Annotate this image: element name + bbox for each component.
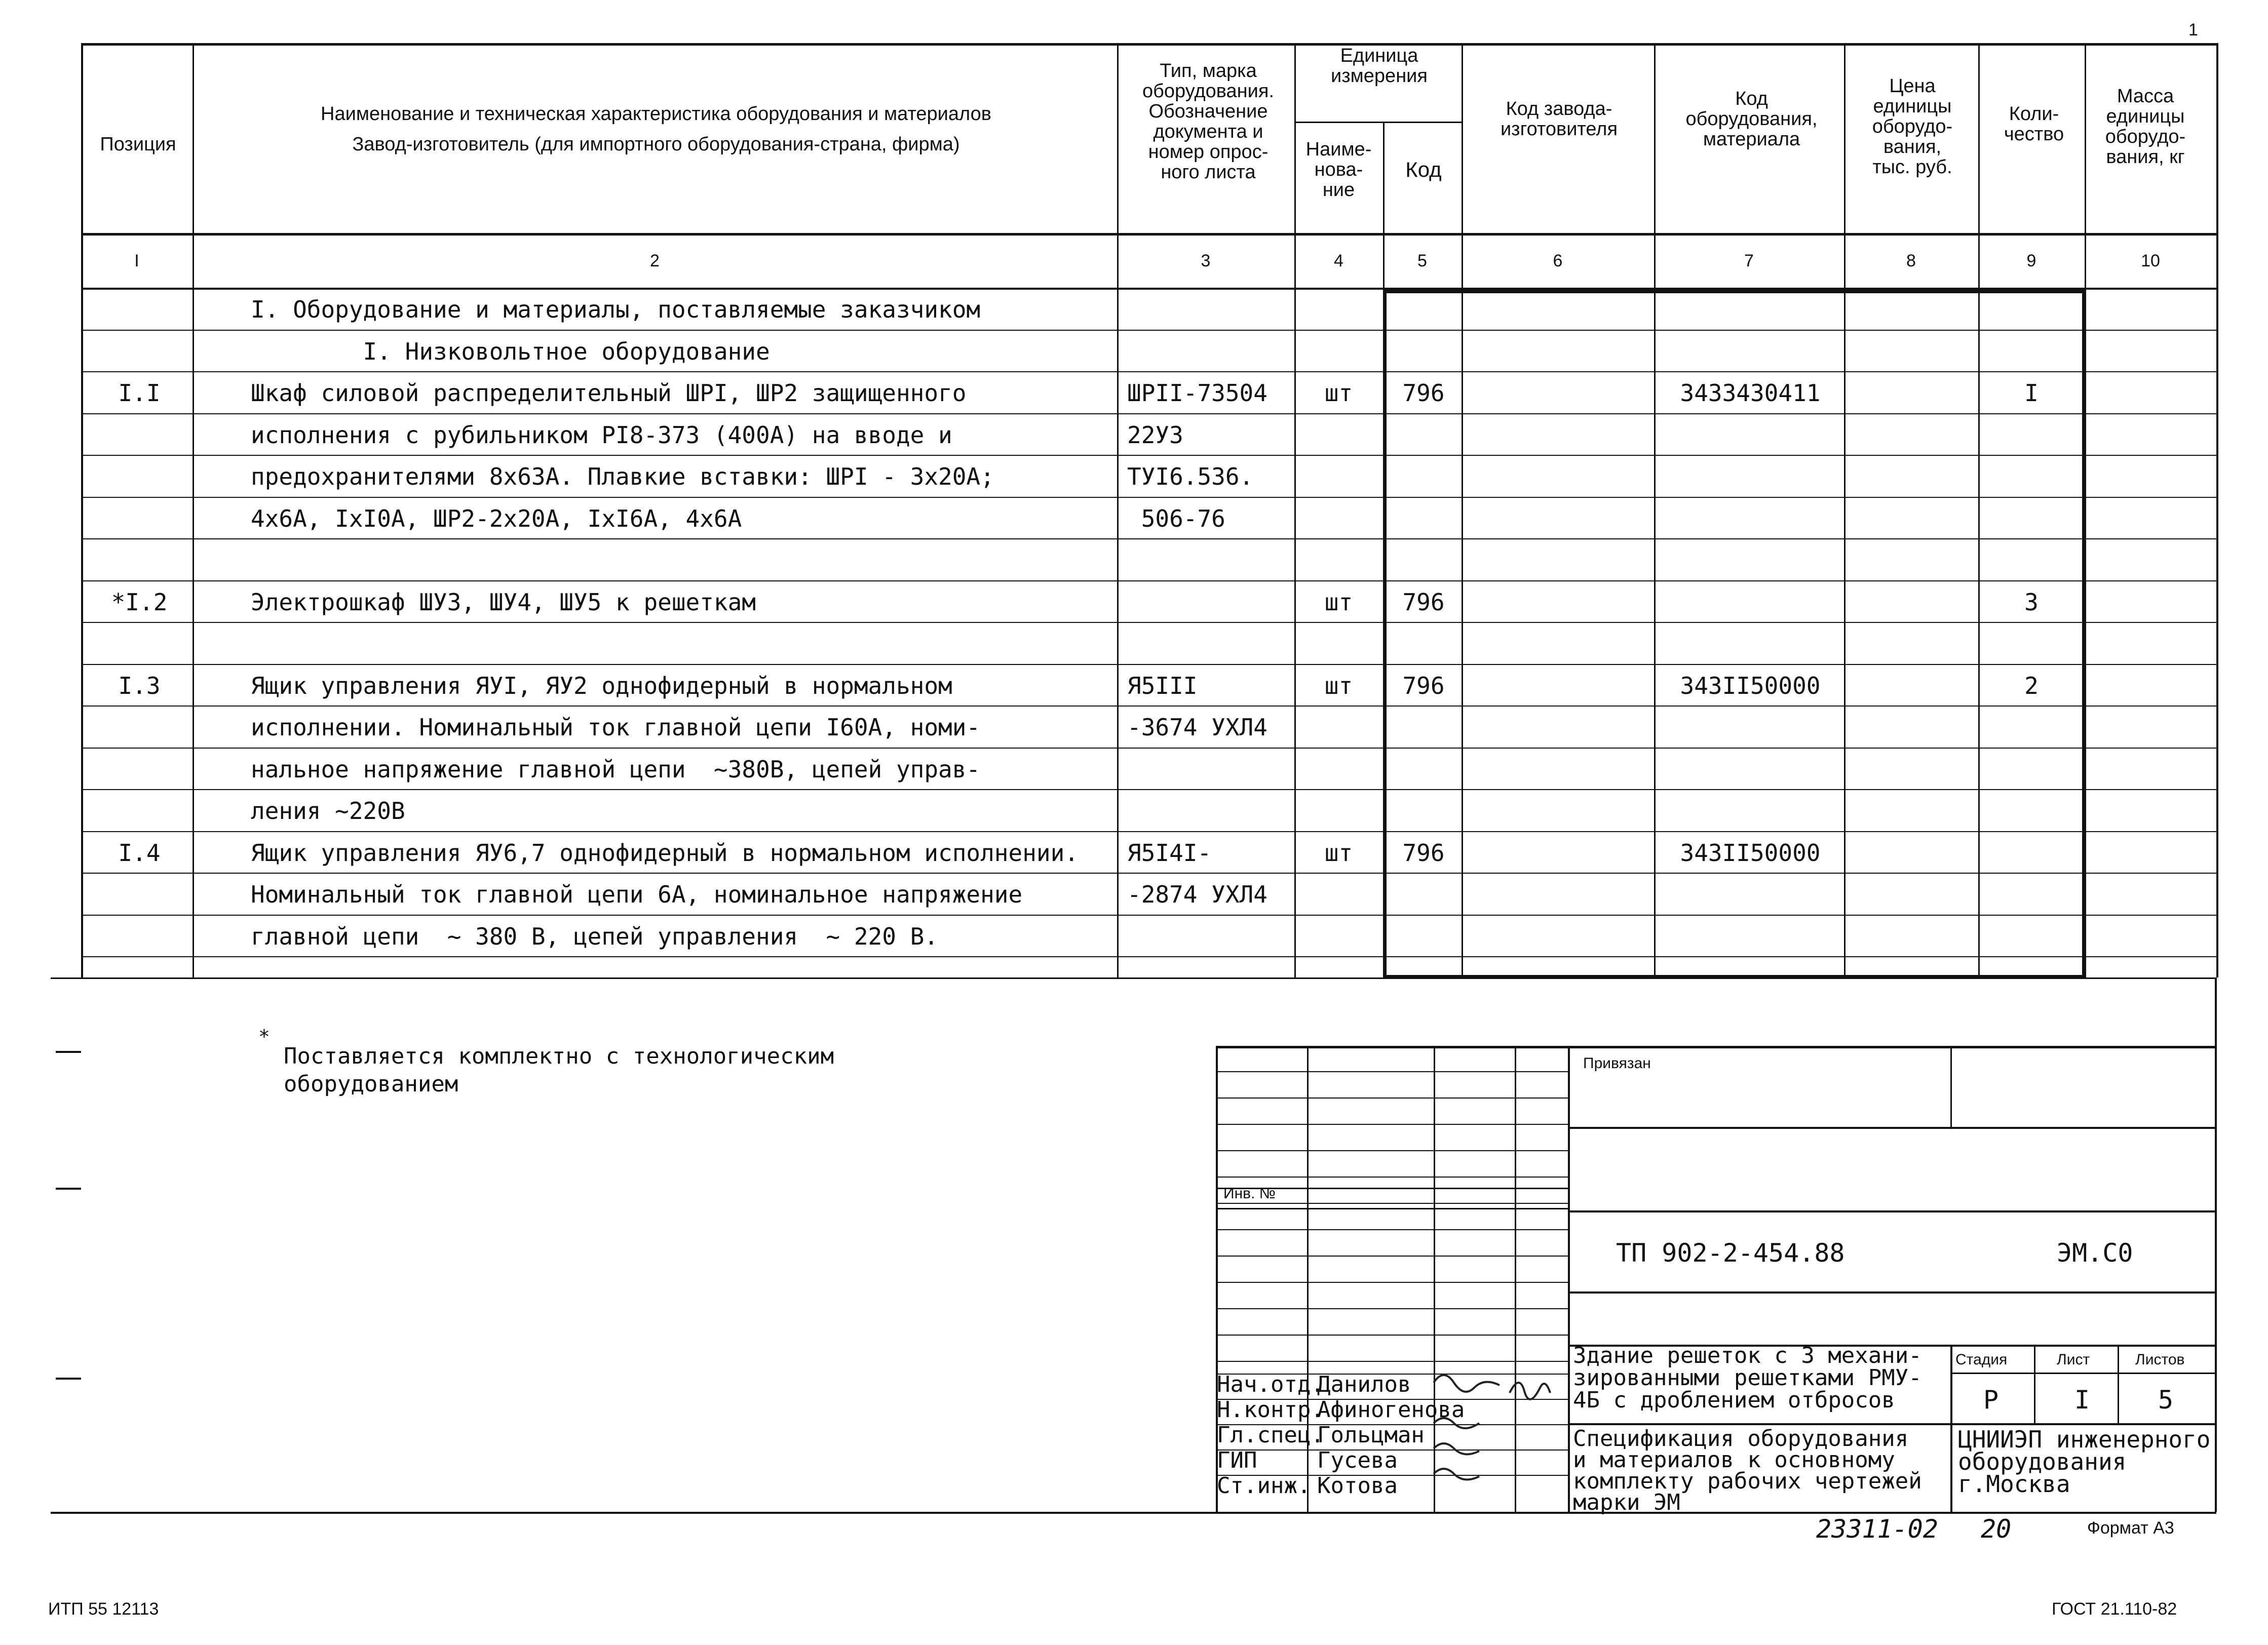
column-number: 7	[1744, 251, 1754, 270]
sheets-label: Листов	[2135, 1351, 2185, 1368]
grid-line	[1216, 1150, 1568, 1151]
row-name: Шкаф силовой распределительный ШРI, ШР2 защищенного	[251, 379, 967, 407]
grid-line	[81, 789, 2216, 790]
header-name-line2: Завод-изготовитель (для импортного оборудования-страна, фирма)	[352, 134, 960, 155]
staff-role: Ст.инж.	[1217, 1473, 1311, 1499]
grid-line	[1294, 43, 1296, 977]
header-unit-code: Код	[1405, 158, 1442, 181]
grid-line	[1216, 1203, 1568, 1204]
grid-line	[1383, 290, 2085, 293]
spec-line: комплекту рабочих чертежей	[1573, 1468, 1922, 1494]
row-quantity: 2	[2024, 672, 2039, 699]
grid-line	[81, 873, 2216, 874]
header-line: Код завода-	[1506, 98, 1612, 120]
header-line: оборудования.	[1142, 81, 1275, 102]
staff-role: ГИП	[1217, 1447, 1257, 1473]
row-type: Я5I4I-	[1127, 839, 1212, 867]
row-name: исполнения с рубильником РI8-373 (400А) на вводе и	[251, 421, 952, 449]
header-line: оборудо-	[2105, 126, 2186, 147]
grid-line	[1216, 1335, 1568, 1336]
header-line: тыс. руб.	[1872, 156, 1952, 178]
row-unit: шт	[1324, 839, 1353, 867]
grid-line	[2216, 43, 2218, 977]
header-line: вания, кг	[2106, 146, 2185, 168]
inv-no-label: Инв. №	[1223, 1185, 1276, 1202]
footnote-line2: оборудованием	[284, 1071, 458, 1097]
row-unit-code: 796	[1402, 839, 1445, 867]
grid-line	[1568, 1210, 2216, 1212]
header-quantity	[1981, 104, 2087, 144]
grid-line	[2118, 1345, 2119, 1423]
grid-line	[1978, 43, 1980, 977]
header-line: Масса	[2117, 86, 2174, 107]
grid-line	[81, 664, 2216, 665]
row-position: I.3	[118, 672, 161, 699]
column-number: 5	[1417, 251, 1427, 270]
spec-line: и материалов к основному	[1573, 1447, 1895, 1473]
grid-line	[81, 706, 2216, 707]
org-line: ЦНИИЭП инженерного	[1958, 1426, 2211, 1453]
header-name-line1: Наименование и техническая характеристика оборудования и материалов	[321, 103, 991, 125]
row-name: Номинальный ток главной цепи 6А, номинальное напряжение	[251, 881, 1023, 908]
row-equipment-code: 343II50000	[1680, 839, 1821, 867]
grid-line	[81, 831, 2216, 832]
grid-line	[1216, 1124, 1568, 1125]
header-line: Код	[1735, 88, 1768, 109]
doc-code: ТП 902-2-454.88	[1616, 1238, 1845, 1268]
footer-right: ГОСТ 21.110-82	[2052, 1599, 2177, 1619]
grid-line	[81, 233, 2216, 236]
staff-role: Н.контр.	[1217, 1397, 1324, 1423]
row-quantity: I	[2024, 379, 2039, 407]
column-number: 3	[1201, 251, 1211, 270]
signatures	[1429, 1362, 1581, 1514]
grid-line	[81, 455, 2216, 456]
grid-line	[1216, 1282, 1568, 1283]
grid-line	[81, 413, 2216, 414]
header-line: чество	[2004, 124, 2064, 145]
header-line: документа и	[1153, 121, 1263, 142]
staff-role: Гл.спец.	[1217, 1422, 1324, 1448]
column-number: 2	[650, 251, 660, 270]
column-number: 8	[1906, 251, 1916, 270]
grid-line	[81, 538, 2216, 539]
archive-number: 23311-02	[1816, 1514, 1938, 1544]
header-line: оборудования,	[1685, 108, 1818, 130]
row-equipment-code: 343II50000	[1680, 672, 1821, 699]
row-position: I.I	[118, 379, 161, 407]
grid-line	[1216, 1229, 1568, 1230]
header-line: материала	[1703, 129, 1800, 150]
footnote-mark: *	[258, 1026, 270, 1048]
header-equipment-code	[1657, 89, 1847, 149]
footnote-line1: Поставляется комплектно с технологическим	[284, 1043, 834, 1069]
org-line: оборудования	[1958, 1448, 2127, 1475]
grid-line	[81, 43, 2216, 46]
row-name: I. Оборудование и материалы, поставляемые заказчиком	[251, 296, 981, 323]
stage-label: Стадия	[1955, 1351, 2008, 1368]
grid-line	[1950, 1373, 2216, 1374]
header-price	[1847, 76, 1978, 177]
building-title	[1573, 1345, 1922, 1412]
row-type: Я5III	[1127, 672, 1198, 699]
sheet-code: ЭМ.С0	[2057, 1238, 2133, 1268]
grid-line	[2034, 1345, 2035, 1423]
building-line: Здание решеток с 3 механи-	[1573, 1343, 1922, 1368]
grid-line	[1216, 1177, 1568, 1178]
grid-line	[1462, 43, 1463, 977]
staff-name: Гольцман	[1317, 1422, 1425, 1448]
spec-title	[1573, 1428, 1922, 1513]
grid-line	[1294, 122, 1462, 123]
sheet-label: Лист	[2057, 1351, 2090, 1368]
header-position: Позиция	[100, 134, 176, 155]
header-line: Тип, марка	[1160, 60, 1257, 82]
sheet-value: I	[2074, 1385, 2090, 1415]
grid-line	[56, 1188, 81, 1190]
privyazan-label: Привязан	[1583, 1055, 1651, 1072]
staff-name: Гусева	[1317, 1447, 1398, 1473]
header-line: номер опрос-	[1148, 141, 1268, 163]
row-type: -3674 УХЛ4	[1127, 714, 1267, 741]
grid-line	[1216, 1256, 1568, 1257]
staff-role: Нач.отд.	[1217, 1372, 1324, 1397]
header-type	[1122, 61, 1294, 182]
row-unit: шт	[1324, 672, 1353, 699]
grid-line	[81, 497, 2216, 498]
grid-line	[81, 956, 2216, 957]
grid-line	[1216, 1071, 1568, 1072]
org-line: г.Москва	[1958, 1470, 2070, 1498]
header-line: измерения	[1331, 65, 1428, 87]
staff-name: Котова	[1317, 1473, 1398, 1499]
row-name: исполнении. Номинальный ток главной цепи I60А, номи-	[251, 714, 981, 741]
row-unit: шт	[1324, 379, 1353, 407]
header-line: Цена	[1889, 75, 1936, 97]
grid-line	[1216, 1208, 1568, 1209]
building-line: зированными решетками РМУ-	[1573, 1365, 1922, 1391]
grid-line	[56, 1051, 81, 1053]
grid-line	[1950, 1046, 1952, 1127]
header-line: нова-	[1314, 159, 1363, 180]
row-unit: шт	[1324, 589, 1353, 616]
header-mass	[2087, 86, 2204, 167]
header-maker-code	[1464, 99, 1654, 139]
sheet-mark: 1	[2188, 20, 2198, 40]
row-unit-code: 796	[1402, 589, 1445, 616]
row-name: Ящик управления ЯУI, ЯУ2 однофидерный в нормальном	[251, 672, 952, 699]
grid-line	[56, 1378, 81, 1380]
staff-name: Данилов	[1317, 1372, 1411, 1397]
grid-line	[1216, 1098, 1568, 1099]
organization	[1958, 1426, 2211, 1498]
header-line: ного листа	[1161, 162, 1256, 183]
header-unit-group	[1297, 46, 1462, 86]
grid-line	[1117, 43, 1119, 977]
header-line: Наиме-	[1305, 139, 1372, 160]
header-line: вания,	[1883, 136, 1942, 158]
grid-line	[1216, 1308, 1568, 1309]
row-type: ШРII-73504	[1127, 379, 1267, 407]
grid-line	[1216, 1361, 1568, 1362]
row-name: главной цепи ~ 380 В, цепей управления ~ 220 В.	[251, 923, 939, 950]
row-type: ТУI6.536.	[1127, 463, 1254, 490]
grid-line	[81, 43, 83, 977]
grid-line	[81, 580, 2216, 581]
header-line: Обозначение	[1148, 101, 1268, 122]
header-unit-name	[1297, 139, 1380, 200]
row-type: 506-76	[1127, 505, 1225, 532]
row-name: Ящик управления ЯУ6,7 однофидерный в нормальном исполнении.	[251, 839, 1079, 867]
grid-line	[1216, 1046, 2216, 1048]
row-name: ления ~220В	[251, 797, 405, 825]
grid-line	[81, 330, 2216, 331]
grid-line	[81, 915, 2216, 916]
row-unit-code: 796	[1402, 672, 1445, 699]
stage-value: Р	[1983, 1385, 1999, 1415]
column-number: 4	[1334, 251, 1343, 270]
spec-line: марки ЭМ	[1573, 1490, 1680, 1515]
row-type: -2874 УХЛ4	[1127, 881, 1267, 908]
header-line: изготовителя	[1500, 119, 1618, 140]
format-label: Формат А3	[2087, 1518, 2174, 1538]
row-name: предохранителями 8х63А. Плавкие вставки: ШРI - 3х20А;	[251, 463, 994, 490]
row-position: I.4	[118, 839, 161, 867]
row-equipment-code: 3433430411	[1680, 379, 1821, 407]
page-number: 20	[1981, 1514, 2012, 1544]
row-position: *I.2	[111, 589, 168, 616]
grid-line	[1568, 1291, 2216, 1294]
grid-line	[1568, 1423, 2216, 1425]
header-line: Единица	[1340, 45, 1418, 66]
grid-line	[81, 748, 2216, 749]
header-line: единицы	[1873, 96, 1952, 117]
grid-line	[1950, 1345, 1952, 1512]
grid-line	[81, 622, 2216, 623]
grid-line	[1654, 43, 1656, 977]
spec-line: Спецификация оборудования	[1573, 1426, 1909, 1452]
grid-line	[81, 371, 2216, 372]
row-name: 4х6А, IxI0A, ШР2-2х20А, IxI6A, 4х6А	[251, 505, 742, 532]
grid-line	[1844, 43, 1846, 977]
column-number: 9	[2026, 251, 2036, 270]
staff-name: Афиногенова	[1317, 1397, 1465, 1423]
row-quantity: 3	[2024, 589, 2039, 616]
grid-line	[2215, 977, 2217, 1512]
row-unit-code: 796	[1402, 379, 1445, 407]
grid-line	[1568, 1127, 2216, 1129]
header-line: ние	[1322, 179, 1355, 201]
row-name: I. Низковольтное оборудование	[251, 338, 770, 365]
header-line: единицы	[2106, 106, 2185, 127]
column-number: I	[134, 251, 139, 270]
footer-left: ИТП 55 12113	[48, 1599, 159, 1619]
row-name: нальное напряжение главной цепи ~380В, цепей управ-	[251, 756, 981, 783]
sheets-value: 5	[2158, 1385, 2174, 1415]
column-number: 10	[2141, 251, 2160, 270]
row-type: 22У3	[1127, 421, 1183, 449]
building-line: 4Б с дроблением отбросов	[1573, 1387, 1895, 1413]
grid-line	[1383, 975, 2085, 978]
grid-line	[193, 43, 194, 977]
header-line: Коли-	[2009, 103, 2059, 125]
header-line: оборудо-	[1872, 116, 1953, 137]
column-number: 6	[1553, 251, 1563, 270]
row-name: Электрошкаф ШУ3, ШУ4, ШУ5 к решеткам	[251, 589, 756, 616]
